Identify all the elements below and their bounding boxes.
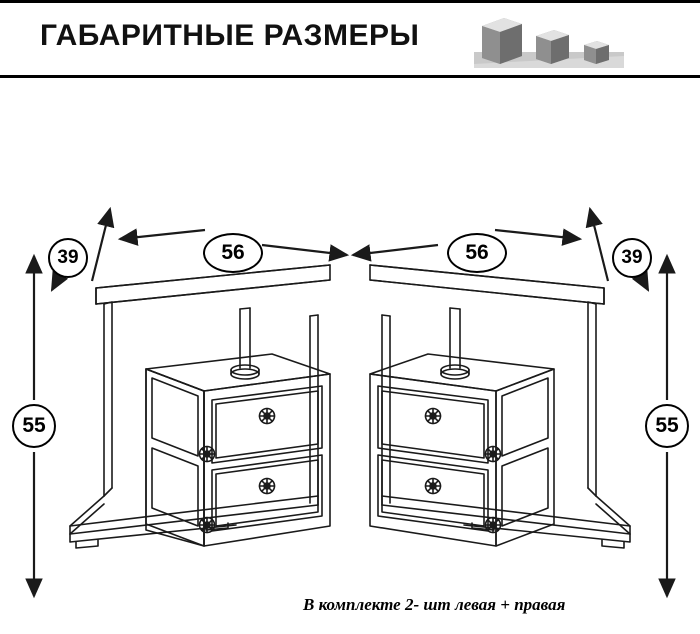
- horizontal-dimension-arrow-icon: [120, 230, 205, 239]
- drawer-knob-left-face-bottom: [260, 479, 275, 494]
- drawer-knob-right-bottom: [486, 447, 501, 462]
- page-header: [0, 0, 700, 78]
- drawer-knob-left-top: [200, 518, 215, 533]
- horizontal-dimension-arrow-icon: [353, 245, 438, 255]
- page-title: ГАБАРИТНЫЕ РАЗМЕРЫ: [40, 19, 420, 52]
- set-note: В комплекте 2- шт левая + правая: [303, 595, 566, 614]
- drawer-knob-left-bottom: [200, 447, 215, 462]
- diagonal-arrow-icon: [590, 209, 608, 281]
- dimension-drawing: [0, 78, 700, 629]
- horizontal-dimension-arrow-icon: [495, 230, 580, 239]
- drawer-knob-right-top: [486, 518, 501, 533]
- diagonal-arrow-icon: [92, 209, 110, 281]
- dimension-badge-height-right: 55: [645, 404, 689, 448]
- drawer-knob-right-face-top: [426, 409, 441, 424]
- drawing-canvas: [0, 78, 700, 629]
- header-divider-top: [0, 0, 700, 3]
- dimension-badge-depth-left: 39: [48, 238, 88, 278]
- drawer-knob-right-face-bottom: [426, 479, 441, 494]
- dimension-badge-width-left: 56: [203, 233, 263, 273]
- nightstand-right-icon: [370, 265, 630, 548]
- dimension-badge-height-left: 55: [12, 404, 56, 448]
- dimension-badge-depth-right: 39: [612, 238, 652, 278]
- drawer-knob-left-face-top: [260, 409, 275, 424]
- dimension-badge-width-right: 56: [447, 233, 507, 273]
- three-boxes-logo-icon: [474, 12, 624, 68]
- nightstand-left-icon: [70, 265, 330, 548]
- horizontal-dimension-arrow-icon: [262, 245, 347, 255]
